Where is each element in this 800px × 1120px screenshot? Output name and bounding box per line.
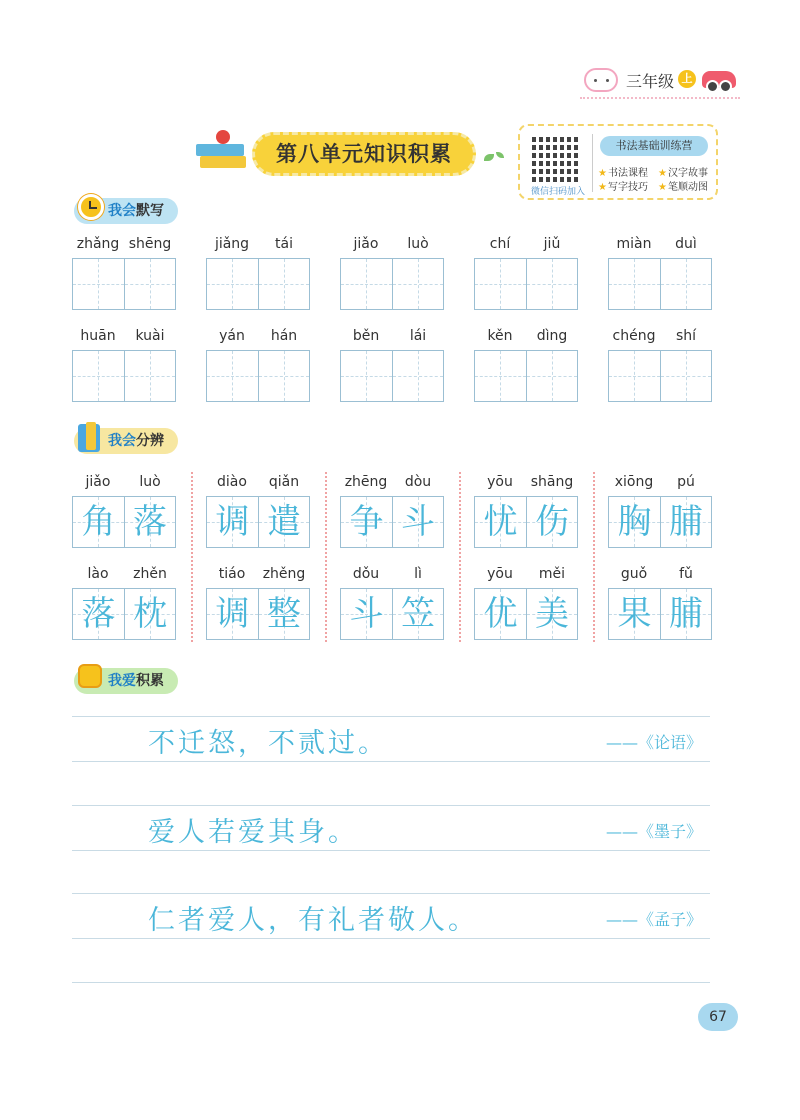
pinyin-row	[608, 474, 712, 494]
tianzige-grid	[340, 496, 444, 548]
tianzige-grid[interactable]	[340, 350, 444, 402]
pinyin-row	[474, 328, 578, 348]
pinyin-text: shēng	[128, 236, 172, 252]
pinyin-row	[340, 328, 444, 348]
sprout-icon	[480, 150, 508, 172]
writing-line	[72, 982, 710, 983]
qr-divider	[592, 134, 593, 192]
tianzige-cell[interactable]	[207, 351, 258, 401]
pinyin-row	[206, 328, 310, 348]
pinyin-text: shí	[675, 328, 697, 344]
tianzige-cell	[526, 589, 577, 639]
hanzi-char: 调	[215, 594, 250, 634]
qr-caption: 微信扫码加入	[530, 187, 585, 197]
hanzi-char: 斗	[400, 502, 435, 542]
tianzige-cell[interactable]	[341, 259, 392, 309]
pinyin-row	[72, 474, 176, 494]
books-apple-icon	[196, 130, 246, 170]
pinyin-row	[206, 566, 310, 586]
tianzige-cell[interactable]	[392, 351, 443, 401]
bookmark-icon	[78, 424, 100, 452]
pinyin-row	[72, 566, 176, 586]
pinyin-text: luò	[139, 474, 161, 490]
hanzi-char: 果	[617, 594, 652, 634]
writing-line	[72, 938, 710, 939]
tianzige-cell[interactable]	[609, 351, 660, 401]
section-label-accumulate: 我爱积累	[74, 668, 178, 694]
tianzige-cell	[392, 497, 443, 547]
pinyin-text: chéng	[612, 328, 656, 344]
tianzige-cell[interactable]	[341, 351, 392, 401]
tianzige-cell	[73, 497, 124, 547]
star-icon: ★	[598, 168, 607, 179]
qr-promo-box[interactable]	[518, 124, 718, 200]
pinyin-row	[608, 236, 712, 256]
tianzige-cell[interactable]	[73, 351, 124, 401]
pinyin-text: pú	[677, 474, 695, 490]
tianzige-grid	[474, 496, 578, 548]
pinyin-text: kěn	[487, 328, 513, 344]
pinyin-row	[340, 474, 444, 494]
pinyin-row	[72, 328, 176, 348]
hanzi-char: 脯	[668, 502, 703, 542]
column-separator	[593, 472, 595, 642]
hanzi-char: 伤	[534, 502, 569, 542]
tianzige-grid[interactable]	[340, 258, 444, 310]
tianzige-grid[interactable]	[206, 258, 310, 310]
tianzige-cell	[124, 497, 175, 547]
pinyin-text: jiǎo	[353, 236, 379, 252]
pinyin-text: duì	[675, 236, 697, 252]
tianzige-cell[interactable]	[475, 259, 526, 309]
tianzige-cell	[124, 589, 175, 639]
qr-item: ★汉字故事	[658, 168, 708, 179]
hanzi-char: 枕	[132, 594, 167, 634]
quote-source: ——《墨子》	[606, 822, 703, 841]
section-label-dictation: 我会默写	[74, 198, 178, 224]
tianzige-grid[interactable]	[206, 350, 310, 402]
hanzi-char: 忧	[483, 502, 518, 542]
hanzi-char: 笠	[400, 594, 435, 634]
pinyin-row	[72, 236, 176, 256]
tianzige-cell	[475, 589, 526, 639]
pinyin-text: jiǎo	[85, 474, 111, 490]
tianzige-cell[interactable]	[124, 259, 175, 309]
pinyin-text: zhěn	[133, 566, 167, 582]
pinyin-text: dìng	[536, 328, 568, 344]
pinyin-text: jiǔ	[543, 236, 561, 252]
car-icon	[702, 71, 736, 88]
tianzige-cell[interactable]	[609, 259, 660, 309]
writing-line	[72, 761, 710, 762]
qr-code-icon[interactable]	[532, 134, 580, 182]
column-separator	[325, 472, 327, 642]
tianzige-cell	[73, 589, 124, 639]
pinyin-text: xiōng	[614, 474, 654, 490]
schoolbag-icon	[78, 664, 102, 688]
hanzi-char: 争	[349, 502, 384, 542]
pinyin-text: chí	[489, 236, 511, 252]
hanzi-char: 脯	[668, 594, 703, 634]
pinyin-row	[474, 474, 578, 494]
pinyin-text: zhēng	[344, 474, 388, 490]
tianzige-grid	[72, 496, 176, 548]
tianzige-grid	[72, 588, 176, 640]
tianzige-cell	[258, 497, 309, 547]
tianzige-grid	[474, 588, 578, 640]
column-separator	[459, 472, 461, 642]
tianzige-cell[interactable]	[475, 351, 526, 401]
tianzige-grid[interactable]	[474, 350, 578, 402]
pinyin-text: hán	[270, 328, 298, 344]
column-separator	[191, 472, 193, 642]
tianzige-cell[interactable]	[392, 259, 443, 309]
tianzige-cell	[475, 497, 526, 547]
tianzige-grid	[608, 496, 712, 548]
hanzi-char: 遣	[266, 502, 301, 542]
pinyin-text: miàn	[616, 236, 652, 252]
pinyin-text: fǔ	[679, 566, 693, 582]
pinyin-row	[340, 236, 444, 256]
pinyin-text: qiǎn	[268, 474, 300, 490]
pinyin-text: lì	[414, 566, 422, 582]
tianzige-grid[interactable]	[608, 258, 712, 310]
page-title: 第八单元知识积累	[252, 132, 476, 176]
pinyin-row	[206, 474, 310, 494]
hanzi-char: 美	[534, 594, 569, 634]
pinyin-text: zhěng	[262, 566, 306, 582]
cloud-face-icon	[584, 68, 618, 92]
pinyin-text: kuài	[135, 328, 165, 344]
tianzige-grid[interactable]	[474, 258, 578, 310]
pinyin-text: diào	[217, 474, 247, 490]
writing-line	[72, 716, 710, 717]
star-icon: ★	[658, 168, 667, 179]
hanzi-char: 落	[132, 502, 167, 542]
pinyin-row	[474, 236, 578, 256]
tianzige-cell[interactable]	[660, 259, 711, 309]
pinyin-text: lái	[409, 328, 427, 344]
tianzige-cell[interactable]	[258, 259, 309, 309]
pinyin-row	[206, 236, 310, 256]
star-icon: ★	[658, 182, 667, 193]
qr-title: 书法基础训练营	[600, 136, 708, 156]
hanzi-char: 整	[266, 594, 301, 634]
tianzige-grid	[206, 496, 310, 548]
tianzige-cell	[207, 497, 258, 547]
quote-text: 仁者爱人，有礼者敬人。	[148, 905, 478, 936]
tianzige-cell[interactable]	[526, 259, 577, 309]
grade-label: 三年级	[626, 72, 675, 91]
pinyin-text: shāng	[530, 474, 574, 490]
pinyin-text: zhǎng	[76, 236, 120, 252]
tianzige-cell	[341, 497, 392, 547]
tianzige-grid[interactable]	[608, 350, 712, 402]
quote-source: ——《孟子》	[606, 910, 703, 929]
section-label-distinguish: 我会分辨	[74, 428, 178, 454]
pinyin-text: guǒ	[620, 566, 648, 582]
tianzige-cell	[609, 589, 660, 639]
hanzi-char: 胸	[617, 502, 652, 542]
qr-item: ★写字技巧	[598, 182, 648, 193]
header-divider	[580, 97, 740, 99]
tianzige-cell[interactable]	[207, 259, 258, 309]
writing-line	[72, 850, 710, 851]
pinyin-row	[608, 328, 712, 348]
quote-source: ——《论语》	[606, 733, 703, 752]
tianzige-grid	[206, 588, 310, 640]
tianzige-cell	[392, 589, 443, 639]
tianzige-cell	[526, 497, 577, 547]
pinyin-text: běn	[352, 328, 380, 344]
pinyin-text: tiáo	[218, 566, 246, 582]
tianzige-cell	[660, 497, 711, 547]
pinyin-row	[340, 566, 444, 586]
tianzige-cell[interactable]	[258, 351, 309, 401]
quote-text: 不迁怒，不贰过。	[148, 728, 388, 759]
tianzige-cell[interactable]	[660, 351, 711, 401]
star-icon: ★	[598, 182, 607, 193]
quote-text: 爱人若爱其身。	[148, 817, 358, 848]
hanzi-char: 调	[215, 502, 250, 542]
hanzi-char: 角	[81, 502, 116, 542]
tianzige-cell	[660, 589, 711, 639]
qr-item: ★书法课程	[598, 168, 648, 179]
pinyin-text: luò	[407, 236, 429, 252]
pinyin-row	[474, 566, 578, 586]
tianzige-cell[interactable]	[73, 259, 124, 309]
alarm-clock-icon	[78, 194, 104, 220]
page-number: 67	[698, 1003, 738, 1031]
tianzige-cell[interactable]	[526, 351, 577, 401]
tianzige-cell[interactable]	[124, 351, 175, 401]
page-header	[578, 62, 740, 98]
pinyin-text: dǒu	[352, 566, 380, 582]
tianzige-grid	[340, 588, 444, 640]
pinyin-text: měi	[538, 566, 566, 582]
writing-line	[72, 805, 710, 806]
tianzige-grid[interactable]	[72, 350, 176, 402]
tianzige-cell	[341, 589, 392, 639]
tianzige-grid[interactable]	[72, 258, 176, 310]
tianzige-grid	[608, 588, 712, 640]
hanzi-char: 落	[81, 594, 116, 634]
pinyin-text: yán	[219, 328, 245, 344]
pinyin-text: jiǎng	[214, 236, 250, 252]
volume-badge: 上	[678, 70, 696, 88]
pinyin-text: yōu	[487, 566, 513, 582]
pinyin-row	[608, 566, 712, 586]
pinyin-text: lào	[87, 566, 109, 582]
pinyin-text: huān	[80, 328, 116, 344]
tianzige-cell	[207, 589, 258, 639]
tianzige-cell	[258, 589, 309, 639]
pinyin-text: tái	[275, 236, 293, 252]
hanzi-char: 优	[483, 594, 518, 634]
qr-item: ★笔顺动图	[658, 182, 708, 193]
hanzi-char: 斗	[349, 594, 384, 634]
writing-line	[72, 893, 710, 894]
pinyin-text: yōu	[487, 474, 513, 490]
tianzige-cell	[609, 497, 660, 547]
pinyin-text: dòu	[404, 474, 432, 490]
